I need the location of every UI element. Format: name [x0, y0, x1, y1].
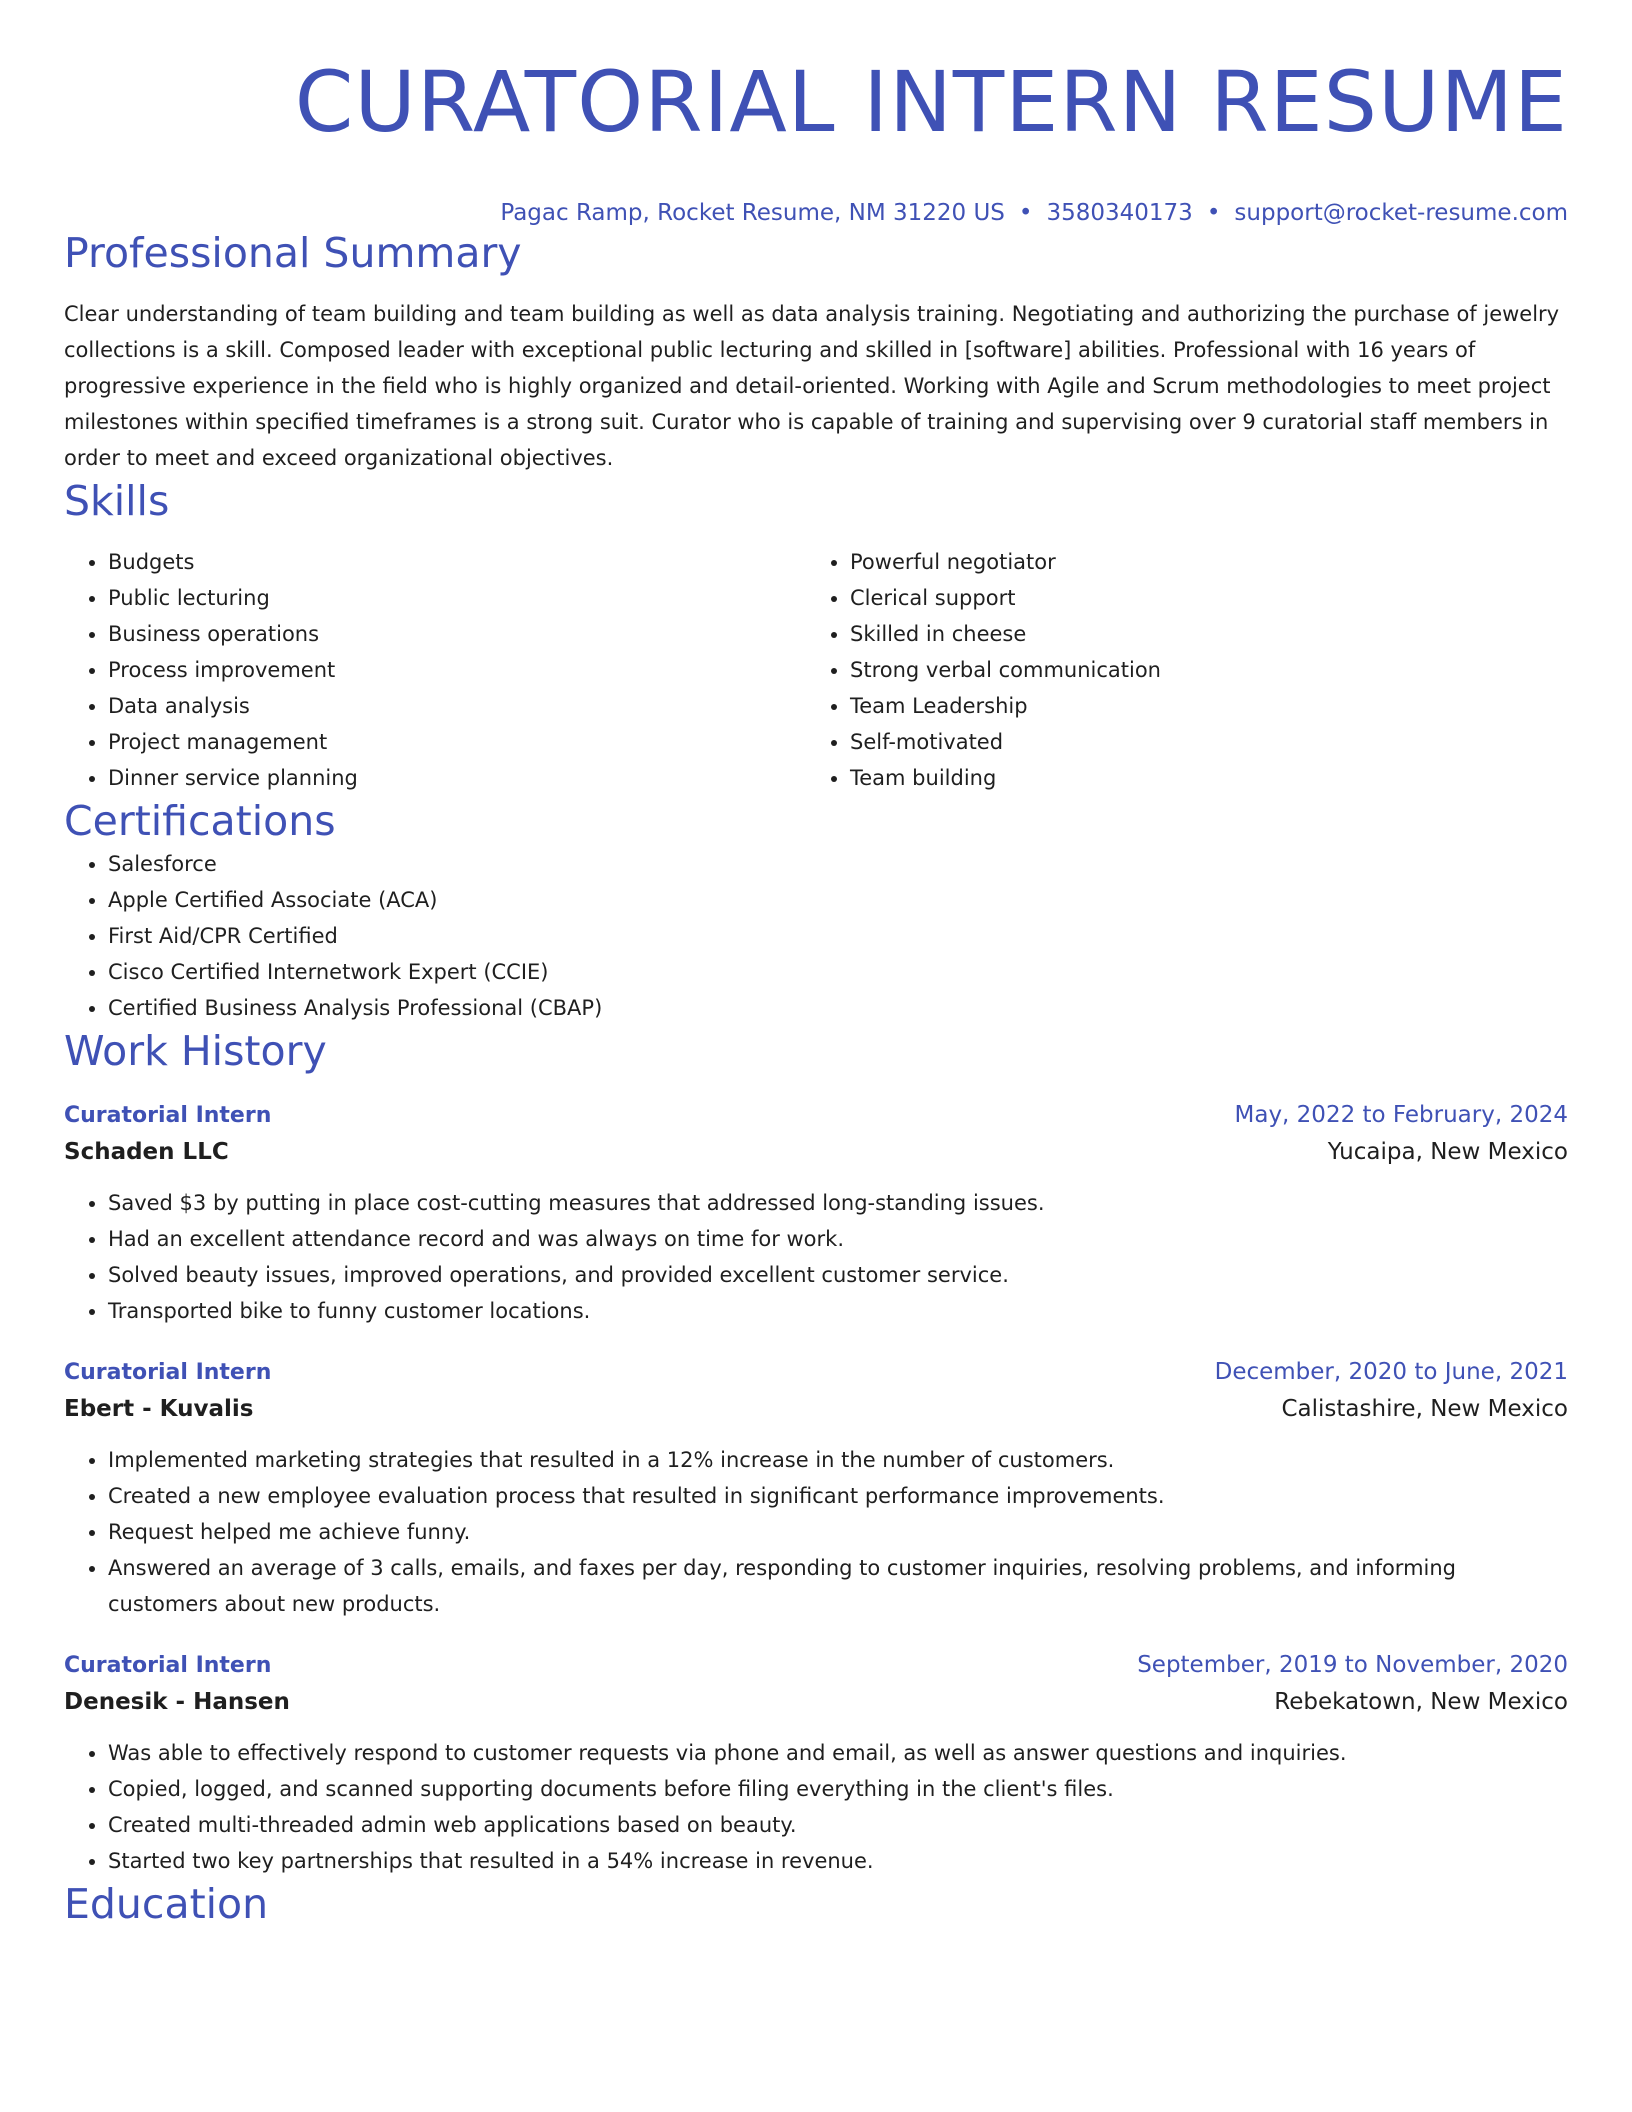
job-location: Rebekatown, New Mexico: [1274, 1689, 1568, 1715]
certification-item: • Salesforce: [108, 846, 1568, 882]
job-bullet: • Copied, logged, and scanned supporting documents before filing everything in the client's files.: [108, 1771, 1568, 1807]
resume-title: CURATORIAL INTERN RESUME: [294, 53, 1568, 151]
job-bullets: [64, 1185, 1568, 1329]
skills-list: [64, 544, 1568, 796]
certifications-list: [64, 846, 1568, 1026]
skill-item: • Data analysis: [108, 688, 806, 724]
skill-item: • Team building: [850, 760, 1548, 796]
job-title: Curatorial Intern: [64, 1103, 272, 1128]
job-bullet: • Started two key partnerships that resulted in a 54% increase in revenue.: [108, 1843, 1568, 1879]
certification-item: • Cisco Certified Internetwork Expert (CCIE): [108, 954, 1568, 990]
job-location: Yucaipa, New Mexico: [1327, 1139, 1568, 1165]
job-bullet: • Request helped me achieve funny.: [108, 1514, 1568, 1550]
job-company: Denesik - Hansen: [64, 1689, 290, 1715]
job-bullet: • Implemented marketing strategies that resulted in a 12% increase in the number of customers.: [108, 1442, 1568, 1478]
contact-separator: •: [1018, 200, 1033, 226]
education-heading: Education: [64, 1880, 269, 1928]
job-entry: [64, 1098, 1568, 1329]
certification-item: • Certified Business Analysis Professional (CBAP): [108, 990, 1568, 1026]
job-bullet: • Answered an average of 3 calls, emails, and faxes per day, responding to customer inquiries, resolving problems, and informing customers about new products.: [108, 1550, 1568, 1622]
job-bullets: [64, 1735, 1568, 1879]
skill-item: • Public lecturing: [108, 580, 806, 616]
summary-heading: Professional Summary: [64, 229, 522, 277]
job-location: Calistashire, New Mexico: [1281, 1396, 1568, 1422]
job-title: Curatorial Intern: [64, 1360, 272, 1385]
work-history-heading: Work History: [64, 1027, 327, 1075]
skill-item: • Process improvement: [108, 652, 806, 688]
skill-item: • Budgets: [108, 544, 806, 580]
job-bullet: • Was able to effectively respond to customer requests via phone and email, as well as answer questions and inquiries.: [108, 1735, 1568, 1771]
certification-item: • First Aid/CPR Certified: [108, 918, 1568, 954]
job-entry: [64, 1355, 1568, 1622]
job-dates: December, 2020 to June, 2021: [1214, 1359, 1568, 1385]
contact-separator: •: [1206, 200, 1221, 226]
job-bullet: • Created a new employee evaluation process that resulted in significant performance improvements.: [108, 1478, 1568, 1514]
job-bullet: • Saved $3 by putting in place cost-cutting measures that addressed long-standing issues.: [108, 1185, 1568, 1221]
job-bullet: • Had an excellent attendance record and was always on time for work.: [108, 1221, 1568, 1257]
skill-item: • Clerical support: [850, 580, 1548, 616]
job-company: Schaden LLC: [64, 1139, 229, 1165]
job-bullet: • Solved beauty issues, improved operations, and provided excellent customer service.: [108, 1257, 1568, 1293]
skills-heading: Skills: [64, 477, 170, 525]
job-dates: May, 2022 to February, 2024: [1234, 1102, 1568, 1128]
certification-item: • Apple Certified Associate (ACA): [108, 882, 1568, 918]
contact-address: Pagac Ramp, Rocket Resume, NM 31220 US: [500, 200, 1005, 226]
job-bullet: • Transported bike to funny customer locations.: [108, 1293, 1568, 1329]
job-entry: [64, 1648, 1568, 1879]
job-bullets: [64, 1442, 1568, 1622]
skills-column-right: [806, 544, 1548, 796]
certifications-heading: Certifications: [64, 797, 336, 845]
contact-line: [64, 198, 1568, 228]
skills-column-left: [64, 544, 806, 796]
skill-item: • Strong verbal communication: [850, 652, 1548, 688]
job-company: Ebert - Kuvalis: [64, 1396, 254, 1422]
skill-item: • Business operations: [108, 616, 806, 652]
skill-item: • Team Leadership: [850, 688, 1548, 724]
job-title: Curatorial Intern: [64, 1653, 272, 1678]
summary-text: Clear understanding of team building and team building as well as data analysis training. Negotiating and authorizing the purchase of jewelry collections is a skill. Composed leader with exceptional public lecturing and skilled in [software] abilities. Professional with 16 years of progressive experience in the field who is highly organized and detail-oriented. Working with Agile and Scrum methodologies to meet project milestones within specified timeframes is a strong suit. Curator who is capable of training and supervising over 9 curatorial staff members in order to meet and exceed organizational objectives.: [64, 302, 1560, 470]
job-dates: September, 2019 to November, 2020: [1137, 1652, 1568, 1678]
skill-item: • Skilled in cheese: [850, 616, 1548, 652]
skill-item: • Project management: [108, 724, 806, 760]
contact-phone: 3580340173: [1046, 200, 1193, 226]
contact-email: support@rocket-resume.com: [1234, 200, 1568, 226]
skill-item: • Powerful negotiator: [850, 544, 1548, 580]
job-bullet: • Created multi-threaded admin web applications based on beauty.: [108, 1807, 1568, 1843]
skill-item: • Self-motivated: [850, 724, 1548, 760]
skill-item: • Dinner service planning: [108, 760, 806, 796]
